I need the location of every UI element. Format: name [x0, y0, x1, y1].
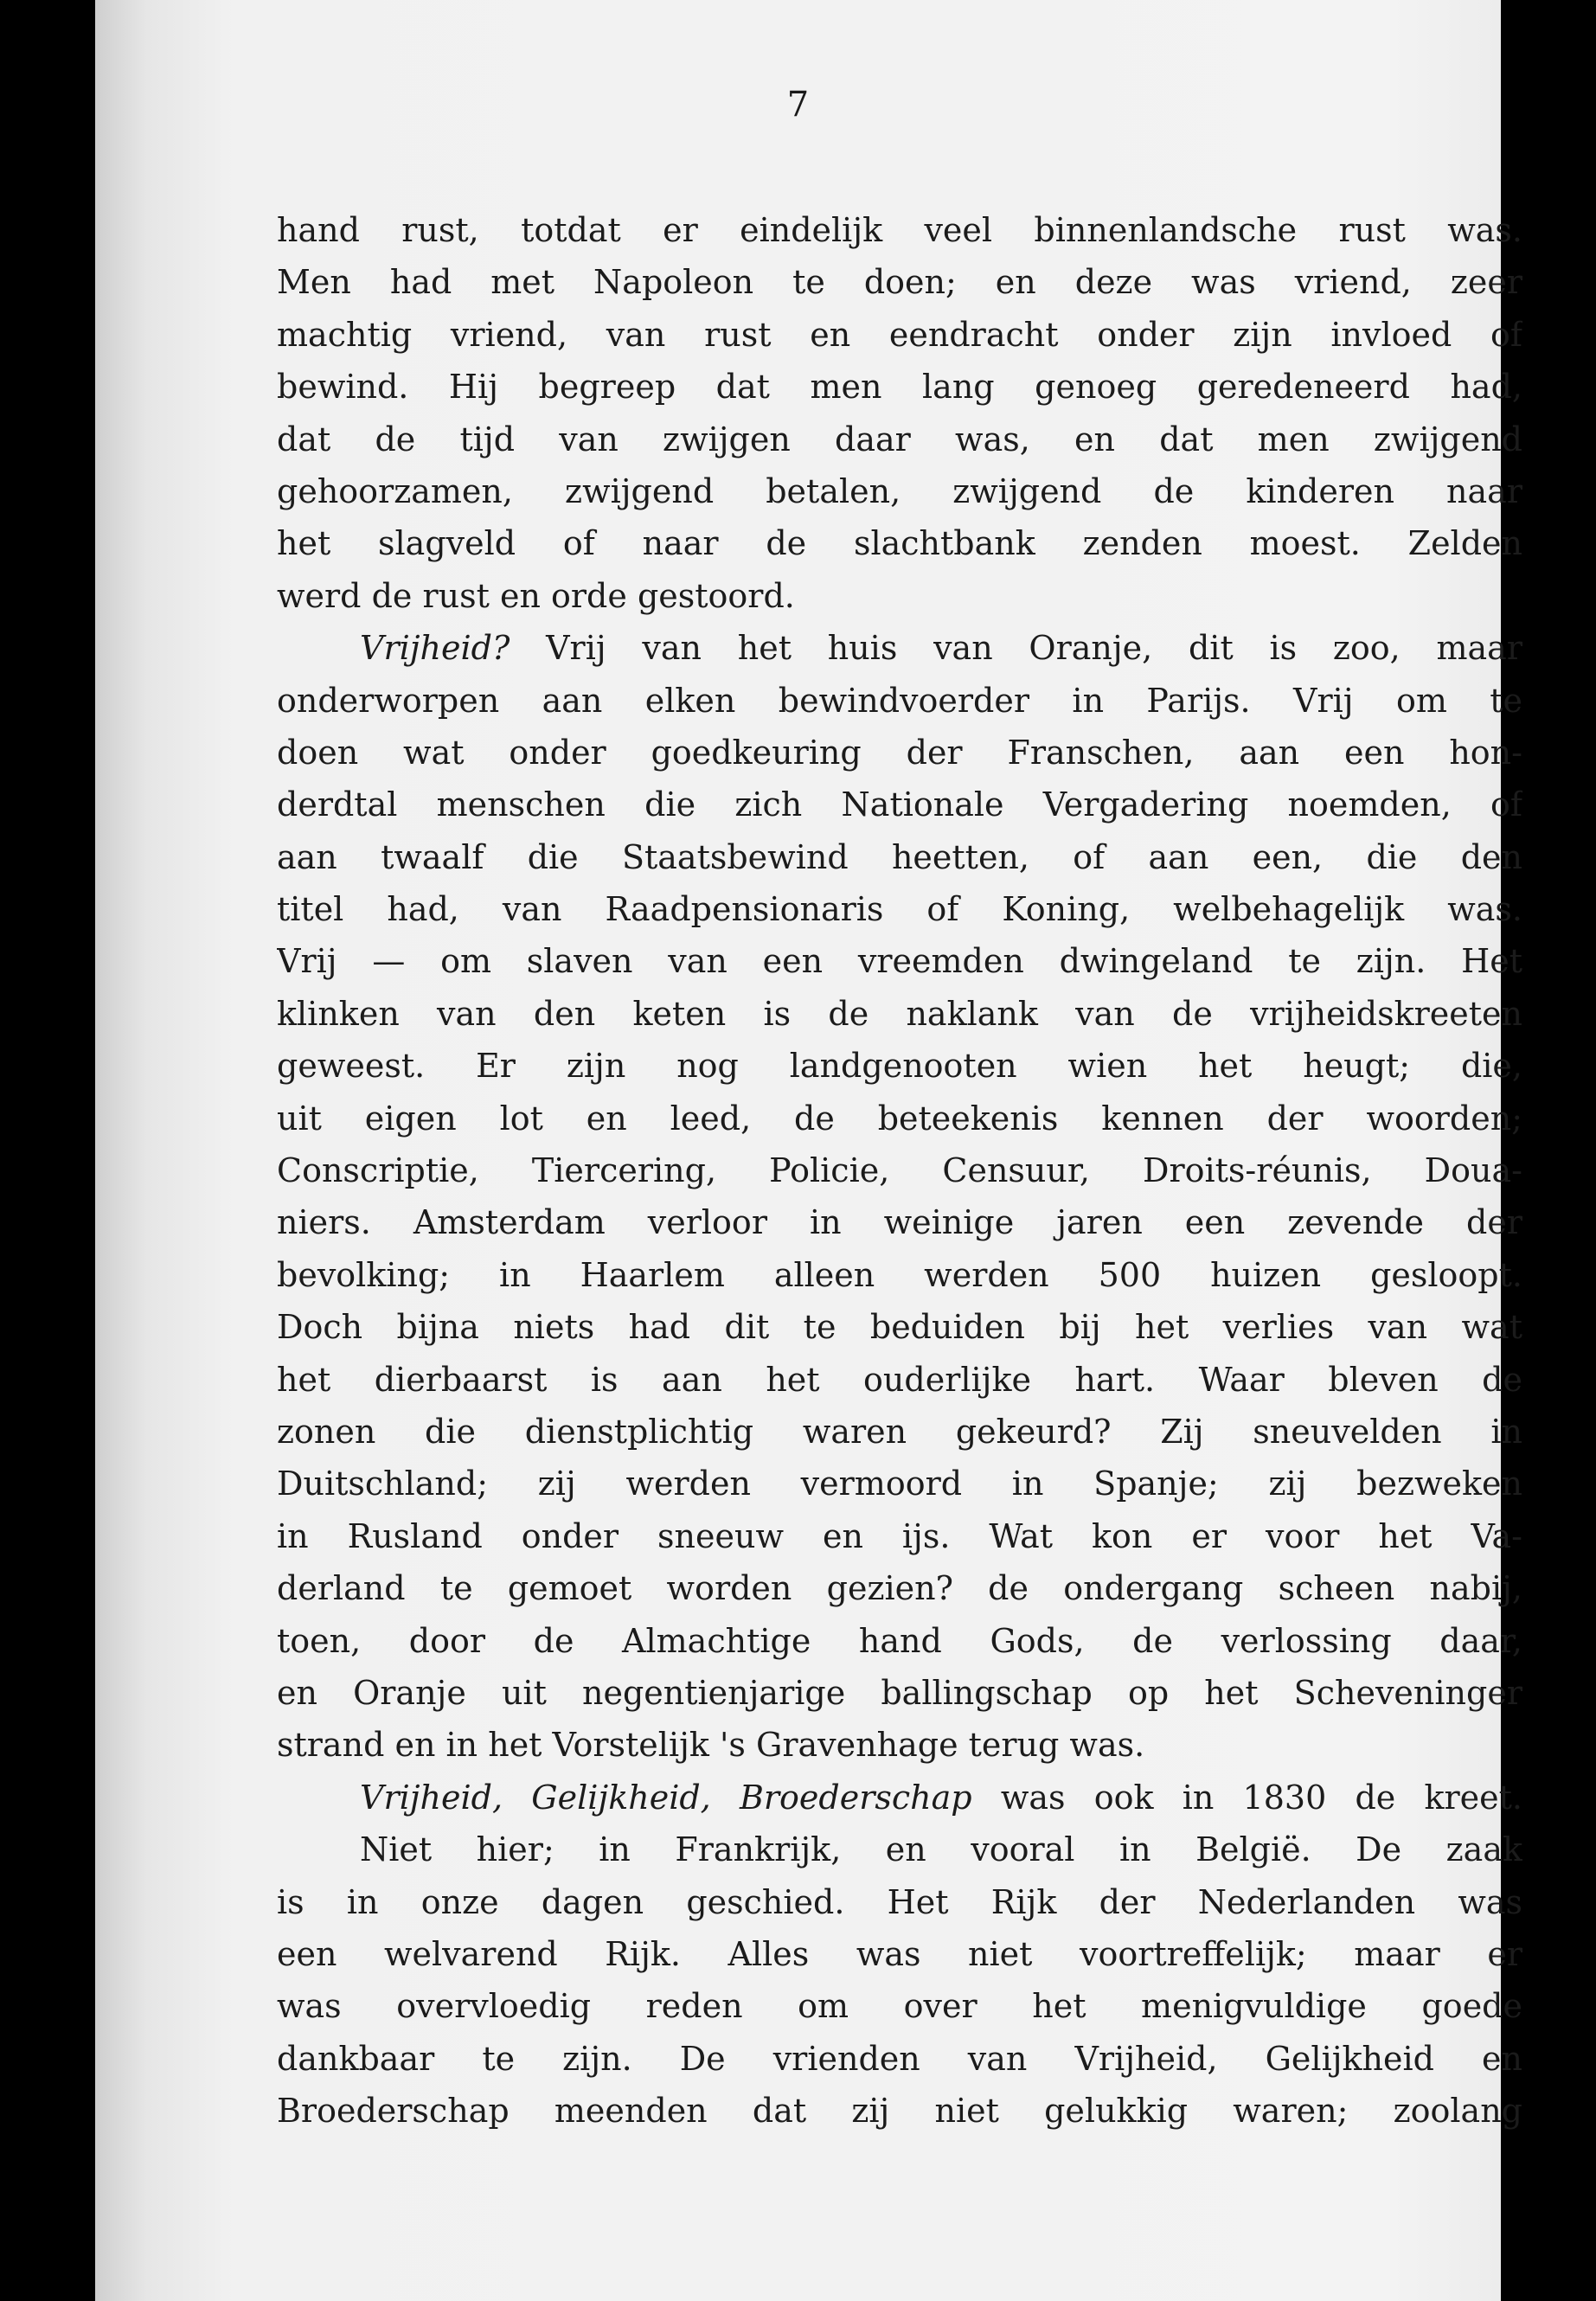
text-line [277, 883, 1522, 935]
line-text: derdtal menschen die zich Nationale Vergadering noemden, of [277, 785, 1522, 824]
line-text: toen, door de Almachtige hand Gods, de verlossing daar, [277, 1621, 1522, 1660]
text-line [277, 1772, 1522, 1823]
line-text: zonen die dienstplichtig waren gekeurd? Zij sneuvelden in [277, 1412, 1522, 1451]
text-line [277, 1093, 1522, 1144]
text-line [277, 2085, 1522, 2137]
line-text: strand en in het Vorstelijk 's Gravenhage terug was. [277, 1726, 1145, 1765]
text-line [277, 413, 1522, 465]
line-text: een welvarend Rijk. Alles was niet voortreffelijk; maar er [277, 1934, 1522, 1973]
text-line [277, 1615, 1522, 1667]
line-text: is in onze dagen geschied. Het Rijk der Nederlanden was [277, 1882, 1522, 1921]
text-line [277, 570, 1522, 622]
line-text: niers. Amsterdam verloor in weinige jaren een zevende der [277, 1203, 1522, 1242]
line-text: Duitschland; zij werden vermoord in Spanje; zij bezweken [277, 1465, 1522, 1503]
text-line [277, 204, 1522, 256]
line-text: uit eigen lot en leed, de beteekenis kennen der woorden; [277, 1099, 1522, 1138]
line-text: het dierbaarst is aan het ouderlijke hart. Waar bleven de [277, 1360, 1522, 1399]
text-line [277, 779, 1522, 830]
text-line [277, 1354, 1522, 1406]
text-line [277, 517, 1522, 569]
line-text: Men had met Napoleon te doen; en deze was vriend, zeer [277, 263, 1522, 302]
text-line [277, 256, 1522, 308]
text-line [277, 622, 1522, 674]
text-line [277, 1876, 1522, 1928]
text-line [277, 1510, 1522, 1562]
text-line [277, 1823, 1522, 1875]
text-line [277, 309, 1522, 361]
line-text: Conscriptie, Tiercering, Policie, Censuur, Droits-réunis, Doua- [277, 1151, 1522, 1190]
line-text: gehoorzamen, zwijgend betalen, zwijgend de kinderen naar [277, 471, 1522, 510]
italic-phrase: Vrijheid, Gelijkheid, Broederschap [360, 1778, 972, 1817]
text-line [277, 831, 1522, 883]
text-line [277, 727, 1522, 779]
text-line [277, 1406, 1522, 1458]
text-line [277, 1928, 1522, 1980]
line-text: klinken van den keten is de naklank van de vrijheidskreeten [277, 994, 1522, 1033]
italic-phrase: Vrijheid? [360, 629, 510, 668]
line-text: Broederschap meenden dat zij niet gelukkig waren; zoolang [277, 2092, 1522, 2131]
text-line [277, 1249, 1522, 1301]
text-line [277, 465, 1522, 517]
text-line [277, 1144, 1522, 1196]
line-text: en Oranje uit negentienjarige ballingschap op het Scheveninger [277, 1673, 1522, 1712]
scan-edge-left [0, 0, 95, 2301]
line-text: was ook in 1830 de kreet. [971, 1778, 1522, 1817]
text-line [277, 1667, 1522, 1719]
line-text: doen wat onder goedkeuring der Franschen, aan een hon- [277, 733, 1522, 772]
text-line [277, 1458, 1522, 1509]
text-line [277, 2033, 1522, 2085]
line-text: bewind. Hij begreep dat men lang genoeg geredeneerd had, [277, 368, 1522, 407]
line-text: onderworpen aan elken bewindvoerder in Parijs. Vrij om te [277, 681, 1522, 720]
line-text: aan twaalf die Staatsbewind heetten, of aan een, die den [277, 837, 1522, 876]
line-text: machtig vriend, van rust en eendracht onder zijn invloed of [277, 315, 1522, 354]
line-text: Niet hier; in Frankrijk, en vooral in België. De zaak [360, 1830, 1522, 1869]
line-text: Doch bijna niets had dit te beduiden bij het verlies van wat [277, 1308, 1522, 1347]
line-text: bevolking; in Haarlem alleen werden 500 huizen gesloopt. [277, 1255, 1522, 1294]
book-page [95, 0, 1522, 2301]
text-line [277, 988, 1522, 1040]
text-line [277, 361, 1522, 413]
body-text [277, 204, 1522, 2137]
text-line [277, 1980, 1522, 2032]
line-text: Vrij — om slaven van een vreemden dwingeland te zijn. Het [277, 942, 1522, 981]
text-line [277, 675, 1522, 727]
text-line [277, 1719, 1522, 1771]
line-text: derland te gemoet worden gezien? de ondergang scheen nabij, [277, 1569, 1522, 1608]
line-text: titel had, van Raadpensionaris of Koning, welbehagelijk was. [277, 890, 1522, 929]
line-text: dat de tijd van zwijgen daar was, en dat men zwijgend [277, 420, 1522, 458]
text-line [277, 1196, 1522, 1248]
text-line [277, 1040, 1522, 1092]
line-text: het slagveld of naar de slachtbank zenden moest. Zelden [277, 524, 1522, 563]
line-text: was overvloedig reden om over het menigvuldige goede [277, 1987, 1522, 2026]
text-line [277, 1301, 1522, 1353]
line-text: werd de rust en orde gestoord. [277, 576, 795, 615]
line-text: in Rusland onder sneeuw en ijs. Wat kon er voor het Va- [277, 1516, 1522, 1555]
text-line [277, 935, 1522, 987]
line-text: Vrij van het huis van Oranje, dit is zoo, maar [510, 629, 1522, 668]
text-line [277, 1562, 1522, 1614]
line-text: geweest. Er zijn nog landgenooten wien het heugt; die, [277, 1047, 1522, 1086]
line-text: hand rust, totdat er eindelijk veel binnenlandsche rust was. [277, 211, 1522, 249]
page-number: 7 [786, 85, 810, 125]
line-text: dankbaar te zijn. De vrienden van Vrijheid, Gelijkheid en [277, 2039, 1522, 2078]
